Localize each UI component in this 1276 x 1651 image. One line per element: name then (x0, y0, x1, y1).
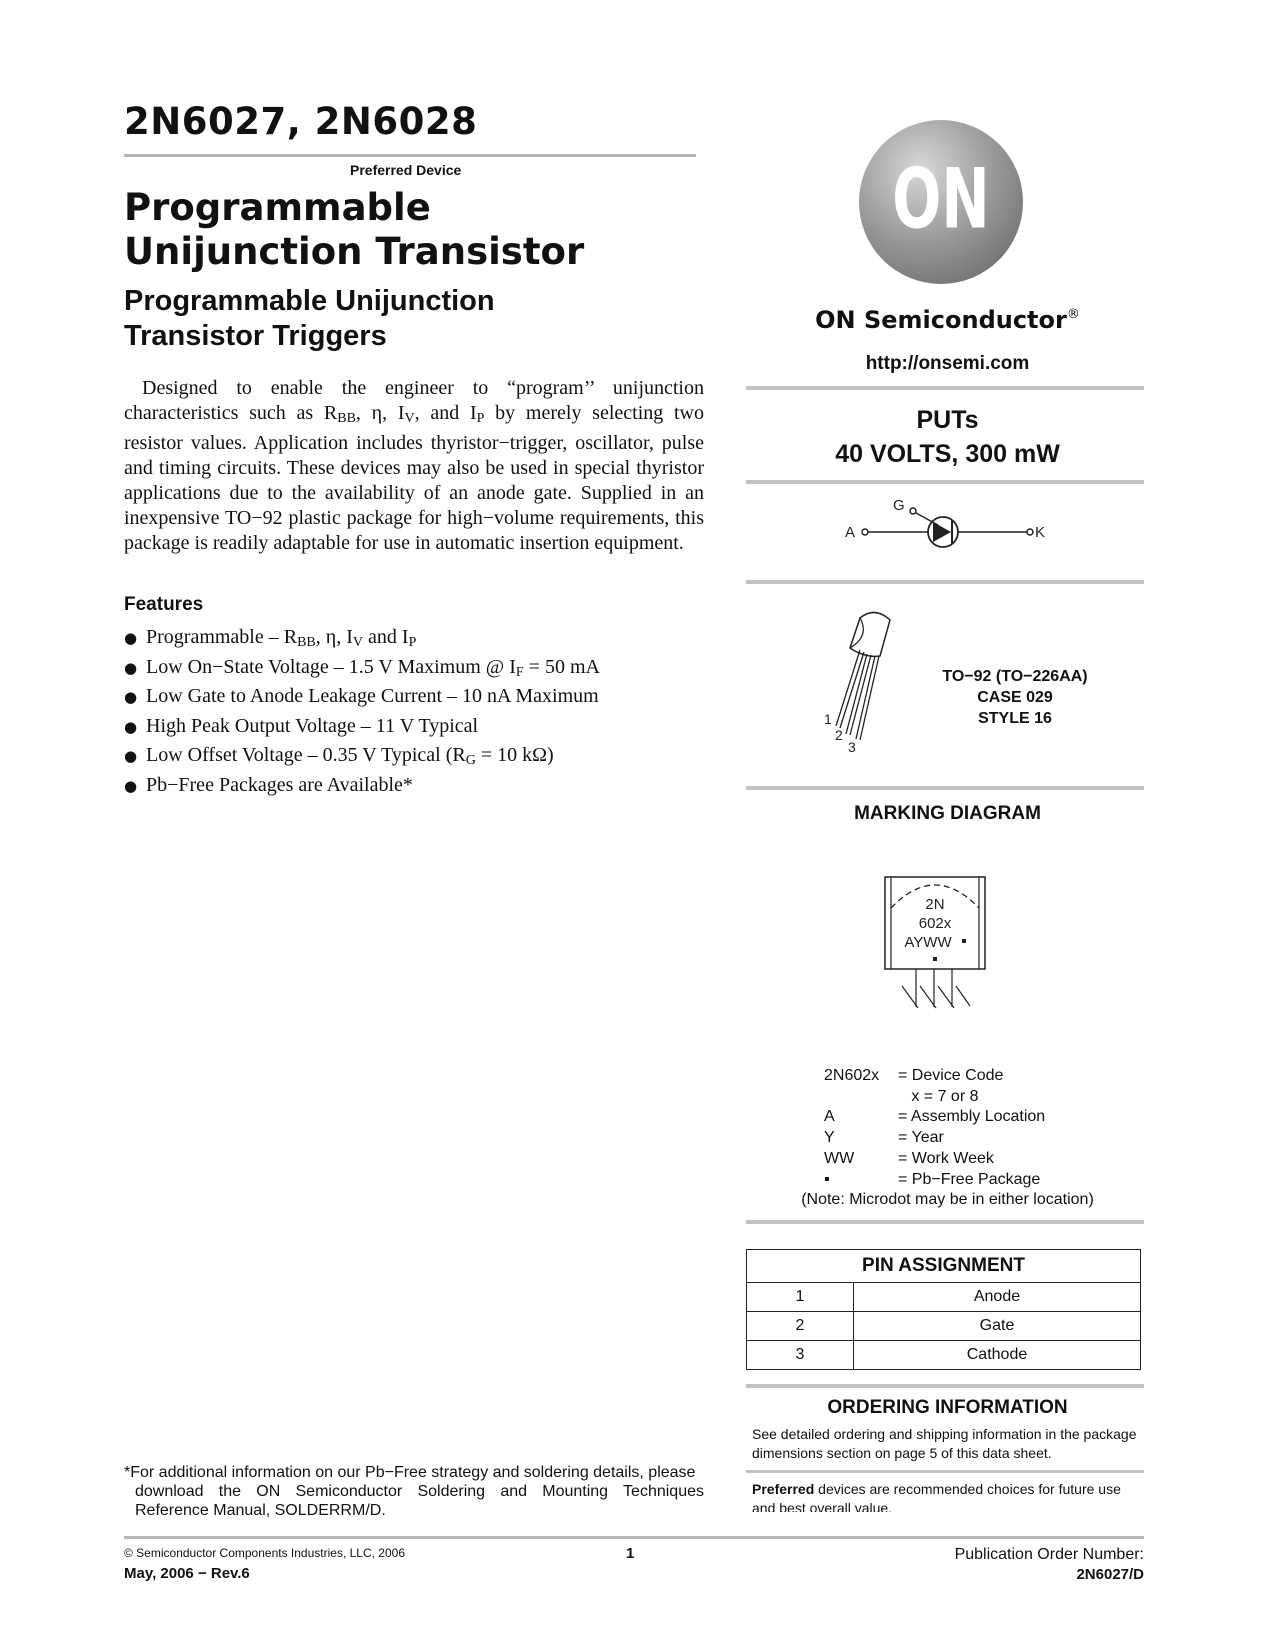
divider (746, 1470, 1144, 1473)
pin-name: Cathode (854, 1341, 1141, 1370)
rating-line-2: 40 VOLTS, 300 mW (835, 440, 1060, 468)
legend-row (824, 1066, 1045, 1087)
page-title (124, 186, 584, 274)
legend-value: = Assembly Location (898, 1108, 1046, 1126)
feature-item (124, 744, 600, 774)
desc-sub-v: V (404, 411, 415, 426)
marking-diagram-heading: MARKING DIAGRAM (854, 803, 1041, 824)
revision-date: May, 2006 − Rev.6 (124, 1565, 250, 1582)
feature-text: Pb−Free Packages are Available* (146, 773, 413, 796)
legend-value: x = 7 or 8 (898, 1087, 979, 1105)
rating-line-1: PUTs (916, 406, 979, 434)
desc-sub-bb: BB (337, 411, 356, 426)
legend-key: ▪ (824, 1170, 830, 1188)
description-paragraph (124, 376, 704, 556)
feature-text: Low Offset Voltage – 0.35 V Typical (R (146, 744, 466, 766)
legend-row (824, 1128, 1045, 1149)
feature-text: = 50 mA (523, 655, 600, 678)
feature-item (124, 656, 600, 686)
pin-assignment-heading: PIN ASSIGNMENT (747, 1250, 1141, 1283)
package-line-2: CASE 029 (977, 689, 1053, 706)
pin-name: Gate (854, 1312, 1141, 1341)
legend-value: = Device Code (898, 1067, 1004, 1084)
divider (746, 786, 1144, 790)
pin-2-label: 2 (835, 727, 843, 743)
subtitle-line-1: Programmable Unijunction (124, 285, 495, 317)
bullet-icon: ● (124, 629, 138, 647)
features-heading: Features (124, 594, 204, 615)
feature-sub: V (352, 635, 364, 650)
legend-key: WW (824, 1149, 855, 1167)
legend-row (824, 1170, 1045, 1191)
registered-mark: ® (1066, 307, 1080, 322)
legend-key: 2N602x (824, 1067, 880, 1084)
feature-text: , η, I (315, 626, 353, 648)
desc-sub-p: P (476, 411, 485, 426)
bullet-icon: ● (124, 776, 138, 795)
desc-rest: by merely selecting two resistor values. Application includes thyristor−trigger, oscillator, pulse and timing circuits. These devices may also be used in special thyristor applications due to the availability of an anode gate. Supplied in an inexpensive TO−92 plastic package for high−volume requirements, this package is readily adaptable for use in automatic insertion equipment. (124, 402, 704, 554)
desc-mid2: , and I (414, 402, 477, 424)
feature-text: and I (363, 626, 409, 648)
brand-text: ON Semiconductor (815, 306, 1067, 334)
feature-sub: P (408, 635, 417, 650)
feature-item (124, 774, 600, 804)
marking-legend (824, 1066, 1045, 1190)
footnote-line-3: Reference Manual, SOLDERRM/D. (135, 1502, 386, 1519)
footnote-line-1: *For additional information on our Pb−Free strategy and soldering details, please (124, 1464, 696, 1481)
chip-line-1: 2N (925, 896, 945, 913)
logo-text: ON (892, 151, 990, 248)
legend-value: = Work Week (898, 1149, 994, 1167)
preferred-rest: devices are recommended choices for future use and best overall value. (752, 1481, 1121, 1512)
preferred-device-label: Preferred Device (350, 162, 462, 178)
publication-number: 2N6027/D (1076, 1566, 1144, 1583)
legend-row (824, 1149, 1045, 1170)
ordering-text: See detailed ordering and shipping information in the package dimensions section on page 5 of this data sheet. (752, 1426, 1137, 1461)
marking-diagram (880, 872, 1000, 1022)
desc-intro: Designed to enable the engineer to “program’’ unijunction characteristics such as R (124, 377, 704, 424)
legend-row (824, 1087, 1045, 1108)
package-line-1: TO−92 (TO−226AA) (942, 668, 1088, 685)
pin-3-label: 3 (848, 739, 856, 755)
copyright: © Semiconductor Components Industries, LLC, 2006 (124, 1546, 405, 1560)
feature-text: Low On−State Voltage – 1.5 V Maximum @ I (146, 655, 516, 678)
legend-value: = Year (898, 1129, 944, 1147)
table-row (747, 1283, 1141, 1312)
title-line-1: Programmable (124, 186, 431, 229)
feature-item (124, 626, 600, 656)
package-info (930, 666, 1100, 729)
feature-text: Programmable – R (146, 626, 298, 648)
brand-name (750, 306, 1145, 334)
pin-number: 2 (747, 1312, 854, 1341)
chip-line-3: AYWW (904, 934, 952, 951)
page-number: 1 (626, 1545, 635, 1562)
pin-number: 3 (747, 1341, 854, 1370)
title-line-2: Unijunction Transistor (124, 230, 585, 273)
feature-sub: G (465, 753, 476, 768)
part-numbers: 2N6027, 2N6028 (124, 100, 478, 143)
table-row (747, 1312, 1141, 1341)
legend-row (824, 1107, 1045, 1128)
desc-mid1: , η, I (355, 402, 405, 424)
divider (746, 386, 1144, 390)
bullet-icon: ● (124, 688, 138, 706)
preferred-bold: Preferred (752, 1481, 815, 1497)
footer-divider (124, 1536, 1144, 1539)
bullet-icon: ● (124, 658, 138, 677)
website-link[interactable]: http://onsemi.com (865, 353, 1030, 374)
feature-text: = 10 kΩ) (475, 744, 554, 766)
rating-block (750, 403, 1145, 471)
put-schematic-symbol (830, 495, 1060, 555)
pin-name: Anode (854, 1283, 1141, 1312)
pin-1-label: 1 (824, 711, 832, 727)
legend-key: Y (824, 1129, 835, 1147)
microdot-note: (Note: Microdot may be in either location) (801, 1191, 1094, 1208)
legend-value: = Pb−Free Package (898, 1170, 1041, 1188)
feature-item (124, 715, 600, 745)
chip-line-2: 602x (918, 915, 952, 932)
divider (746, 480, 1144, 484)
feature-item (124, 685, 600, 715)
subtitle-line-2: Transistor Triggers (124, 320, 387, 352)
table-row (747, 1341, 1141, 1370)
divider (746, 1220, 1144, 1224)
legend-key: A (824, 1108, 835, 1126)
feature-sub: F (515, 664, 524, 680)
preferred-note (752, 1480, 1142, 1512)
bullet-icon: ● (124, 717, 138, 736)
pb-free-footnote (124, 1463, 704, 1520)
publication-label: Publication Order Number: (954, 1546, 1144, 1563)
page-subtitle (124, 284, 495, 354)
anode-label: A (845, 524, 856, 541)
divider (746, 580, 1144, 584)
feature-text: High Peak Output Voltage – 11 V Typical (146, 714, 479, 737)
cathode-label: K (1035, 524, 1046, 541)
features-list (124, 626, 600, 803)
gate-label: G (893, 497, 905, 514)
feature-text: Low Gate to Anode Leakage Current – 10 nA Maximum (146, 685, 599, 707)
feature-sub: BB (297, 635, 316, 650)
bullet-icon: ● (124, 747, 138, 765)
package-line-3: STYLE 16 (978, 710, 1052, 727)
ordering-heading: ORDERING INFORMATION (827, 1397, 1068, 1418)
footnote-line-2: download the ON Semiconductor Soldering and Mounting Techniques (135, 1483, 704, 1500)
title-divider (124, 154, 696, 157)
pin-number: 1 (747, 1283, 854, 1312)
to92-package-drawing (820, 608, 930, 758)
on-semiconductor-logo (858, 119, 1024, 285)
pin-assignment-table (746, 1249, 1141, 1370)
divider (746, 1384, 1144, 1388)
